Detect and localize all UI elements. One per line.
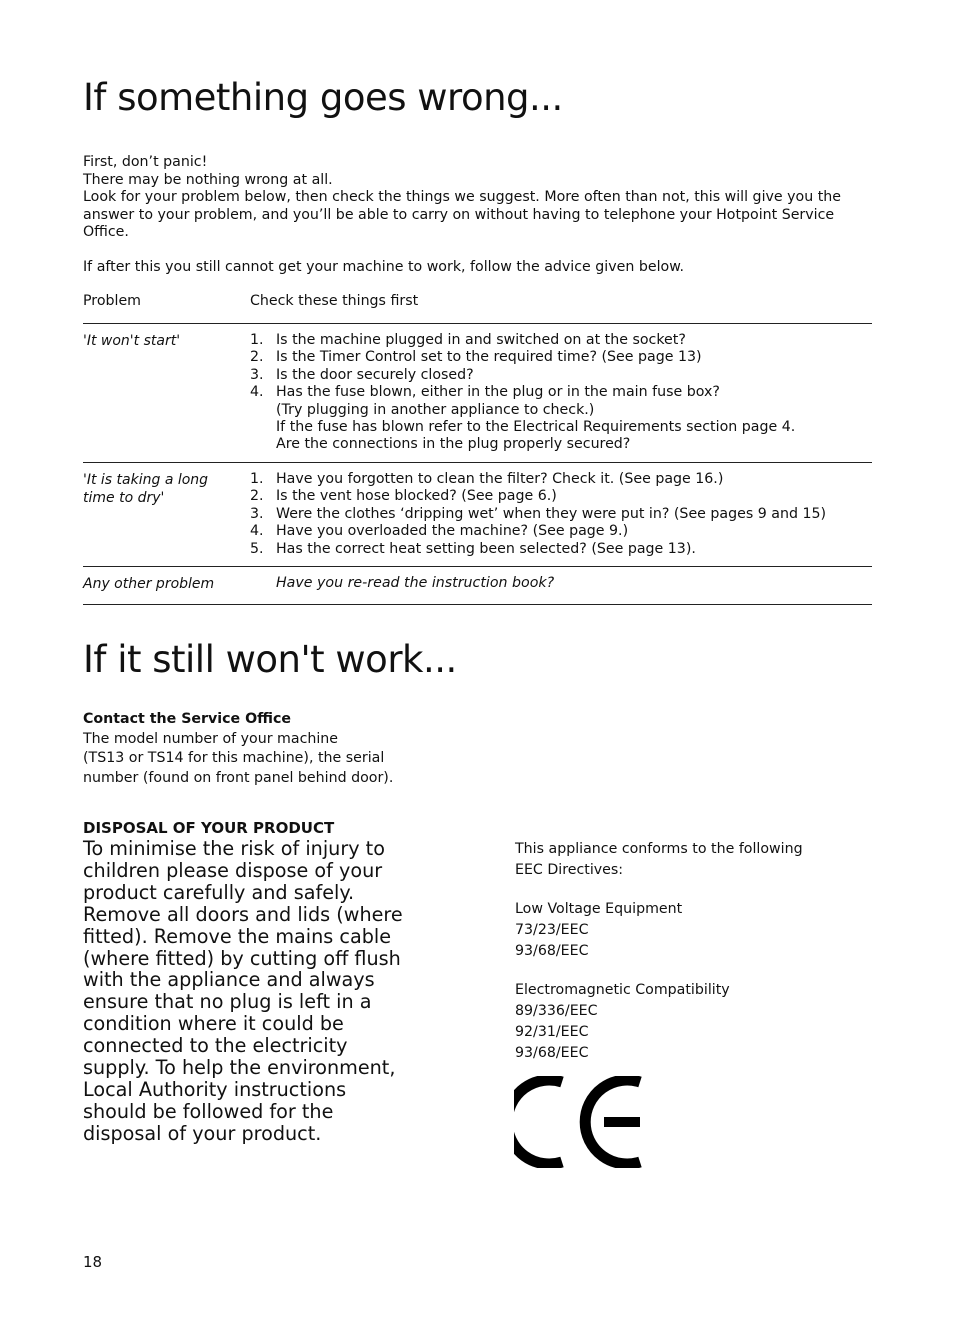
problem-label: 'It won't start' — [83, 333, 181, 349]
check-item: 2. Is the vent hose blocked? (See page 6.) — [250, 488, 557, 505]
table-row — [83, 463, 872, 567]
table-header — [83, 285, 872, 324]
check-item: 4. Have you overloaded the machine? (See page 9.) — [250, 523, 629, 540]
intro-line: Look for your problem below, then check the things we suggest. More often than not, this will give you the answer to your problem, and you’ll be able to carry on without having to telephone your Hotpoint Service Office. — [83, 189, 842, 241]
check-item: 1. Is the machine plugged in and switched on at the socket? — [250, 332, 686, 348]
intro-line: There may be nothing wrong at all. — [83, 171, 333, 188]
troubleshooting-table — [83, 285, 872, 605]
table-row — [83, 324, 872, 463]
check-note: (Try plugging in another appliance to check.) — [276, 401, 595, 418]
check-note: If the fuse has blown refer to the Electrical Requirements section page 4. — [276, 419, 796, 436]
contact-line: (TS13 or TS14 for this machine), the serial — [83, 750, 385, 766]
ce-mark-icon — [514, 1076, 646, 1168]
check-note: Are the connections in the plug properly secured? — [276, 436, 631, 453]
problem-label: Any other problem — [83, 576, 215, 592]
low-voltage-directive: Low Voltage Equipment 73/23/EEC 93/68/EEC — [515, 901, 683, 959]
disposal-heading: DISPOSAL OF YOUR PRODUCT — [83, 819, 335, 837]
conformity-block — [515, 839, 835, 1082]
check-list — [250, 332, 870, 454]
check-item: 3. Is the door securely closed? — [250, 366, 474, 383]
advice-text: If after this you still cannot get your machine to work, follow the advice given below. — [83, 259, 685, 275]
table-row — [83, 567, 872, 605]
problem-label: 'It is taking a long time to dry' — [83, 472, 209, 506]
disposal-text: To minimise the risk of injury to children please dispose of your product carefully and safely. Remove all doors and lids (where fitted). Remove the mains cable (where fitted) by cutting off flush with the appliance and always ensure that no plug is left in a condition where it could be connected to the electricity supply. To help the environment, Local Authority instructions should be followed for the disposal of your product. — [83, 837, 403, 1145]
contact-line: The model number of your machine — [83, 730, 339, 747]
conformity-intro: This appliance conforms to the following EEC Directives: — [515, 841, 803, 878]
intro-text — [83, 154, 868, 242]
intro-line: First, don’t panic! — [83, 154, 208, 170]
check-list — [250, 471, 870, 558]
contact-line: number (found on front panel behind door). — [83, 769, 394, 786]
contact-heading: Contact the Service Office — [83, 711, 292, 727]
section-title: If it still won't work... — [83, 638, 457, 681]
check-item: 1. Have you forgotten to clean the filter? Check it. (See page 16.) — [250, 471, 724, 487]
check-item: 3. Were the clothes ‘dripping wet’ when they were put in? (See pages 9 and 15) — [250, 505, 827, 522]
check-item: 2. Is the Timer Control set to the required time? (See page 13) — [250, 349, 702, 366]
emc-directive: Electromagnetic Compatibility 89/336/EEC 92/31/EEC 93/68/EEC — [515, 982, 730, 1061]
column-header-checks: Check these things first — [250, 293, 419, 309]
check-item: Have you re-read the instruction book? — [276, 575, 555, 591]
page-title: If something goes wrong... — [83, 76, 563, 119]
check-item: 4. Has the fuse blown, either in the plug or in the main fuse box? — [250, 384, 720, 401]
column-header-problem: Problem — [83, 293, 142, 309]
page-number: 18 — [83, 1253, 103, 1271]
check-item: 5. Has the correct heat setting been selected? (See page 13). — [250, 540, 696, 557]
contact-block — [83, 710, 413, 788]
